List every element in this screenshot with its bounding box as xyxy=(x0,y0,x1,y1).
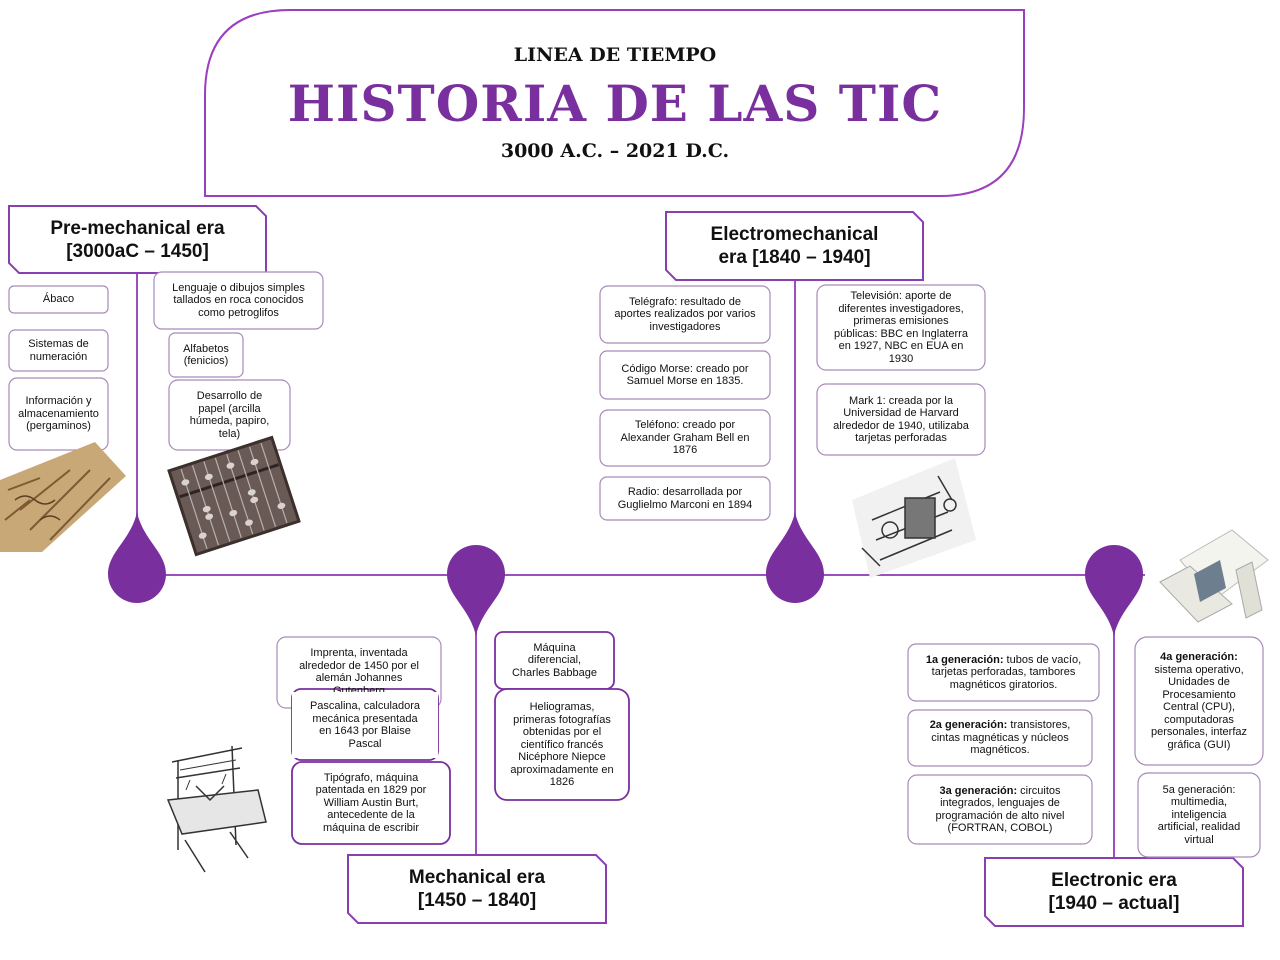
note-mark1: Mark 1: creada por la Universidad de Harvard alrededor de 1940, utilizaba tarjetas perforadas xyxy=(833,394,969,444)
era-label-electromechanical xyxy=(666,212,923,280)
note-heliogramas: Heliogramas, primeras fotografías obtenidas por el científico francés Nicéphore Niepce aproximadamente en 1826 xyxy=(510,701,614,789)
era-range: [3000aC – 1450] xyxy=(66,240,209,262)
abacus-image xyxy=(169,437,299,554)
note-gen4 xyxy=(1135,637,1263,765)
era-name: Mechanical era xyxy=(408,867,546,888)
era-name: Electromechanical era [1840 – 1940] xyxy=(710,224,879,268)
era-range: [1940 – actual] xyxy=(1048,893,1180,914)
header-date-range: 3000 A.C. – 2021 D.C. xyxy=(500,140,730,162)
note-maquina-diferencial: Máquina diferencial, Charles Babbage xyxy=(511,641,597,679)
gen-lead: 2a generación: xyxy=(929,719,1008,732)
note-papel: Desarrollo de papel (arcilla húmeda, papiro, tela) xyxy=(189,390,270,440)
note-pascalina: Pascalina, calculadora mecánica presentada en 1643 por Blaise Pascal xyxy=(292,692,438,758)
drop-marker-4 xyxy=(1085,545,1143,636)
note-imprenta: Imprenta, inventada alrededor de 1450 por el alemán Johannes xyxy=(299,647,419,684)
era-label-electronic xyxy=(985,858,1243,926)
gen-lead: 4a generación: xyxy=(1160,651,1238,663)
note-informacion: Información y almacenamiento (pergaminos) xyxy=(18,395,99,433)
note-gen3 xyxy=(908,775,1092,844)
era-label-mechanical xyxy=(348,855,606,923)
printing-press-image xyxy=(168,746,266,872)
gen-lead: 1a generación: xyxy=(925,653,1004,666)
era-label-pre-mechanical xyxy=(9,206,266,273)
note-gen5: 5a generación: multimedia, inteligencia artificial, realidad virtual xyxy=(1157,783,1241,846)
note-petroglifos: Lenguaje o dibujos simples tallados en roca conocidos como petroglifos xyxy=(172,281,305,319)
note-alfabeto: Alfabetos (fenicios) xyxy=(183,342,229,367)
drop-marker-3 xyxy=(766,512,824,603)
telegraph-machine-image xyxy=(852,458,976,578)
gen-text: tubos de vacío, tarjetas perforadas, tambores magnéticos giratorios. xyxy=(931,653,1082,691)
header-kicker: LINEA DE TIEMPO xyxy=(513,44,717,66)
gen-text: sistema operativo, Unidades de Procesamiento Central (CPU), computadoras personales, interfaz gráfica (GUI) xyxy=(1151,663,1247,751)
era-name: Electronic era xyxy=(1051,870,1177,891)
note-television: Televisión: aporte de diferentes investigadores, primeras emisiones públicas: BBC en Inglaterra en 1927, NBC en EUA en 1930 xyxy=(834,290,968,365)
note-abaco: Ábaco xyxy=(42,293,75,306)
note-telegrafo: Telégrafo: resultado de aportes realizados por varios investigadores xyxy=(614,295,756,333)
gen-lead: 3a generación: xyxy=(939,784,1018,797)
gen-text: transistores, cintas magnéticas y núcleos magnéticos. xyxy=(931,719,1071,757)
drop-marker-2 xyxy=(447,545,505,636)
note-telefono: Teléfono: creado por Alexander Graham Bell en 1876 xyxy=(620,419,750,457)
note-gen1 xyxy=(908,644,1099,701)
page-title: HISTORIA DE LAS TIC xyxy=(287,74,943,133)
drop-marker-1 xyxy=(108,512,166,603)
note-sistemas-numeracion: Sistemas de numeración xyxy=(28,338,89,363)
note-radio: Radio: desarrollada por Guglielmo Marconi en 1894 xyxy=(617,486,753,511)
note-gen2 xyxy=(908,710,1092,766)
era-range: [1450 – 1840] xyxy=(417,890,537,911)
era-name: Pre-mechanical era xyxy=(50,217,225,239)
note-codigo-morse: Código Morse: creado por Samuel Morse en 1835. xyxy=(621,362,749,387)
gen-text: circuitos integrados, lenguajes de programación de alto nivel (FORTRAN, COBOL) xyxy=(935,784,1065,834)
petroglyph-image xyxy=(0,442,126,552)
computer-image xyxy=(1160,530,1268,622)
note-tipografo: Tipógrafo, máquina patentada en 1829 por William Austin Burt, antecedente de la máquina de escribir xyxy=(315,771,427,834)
